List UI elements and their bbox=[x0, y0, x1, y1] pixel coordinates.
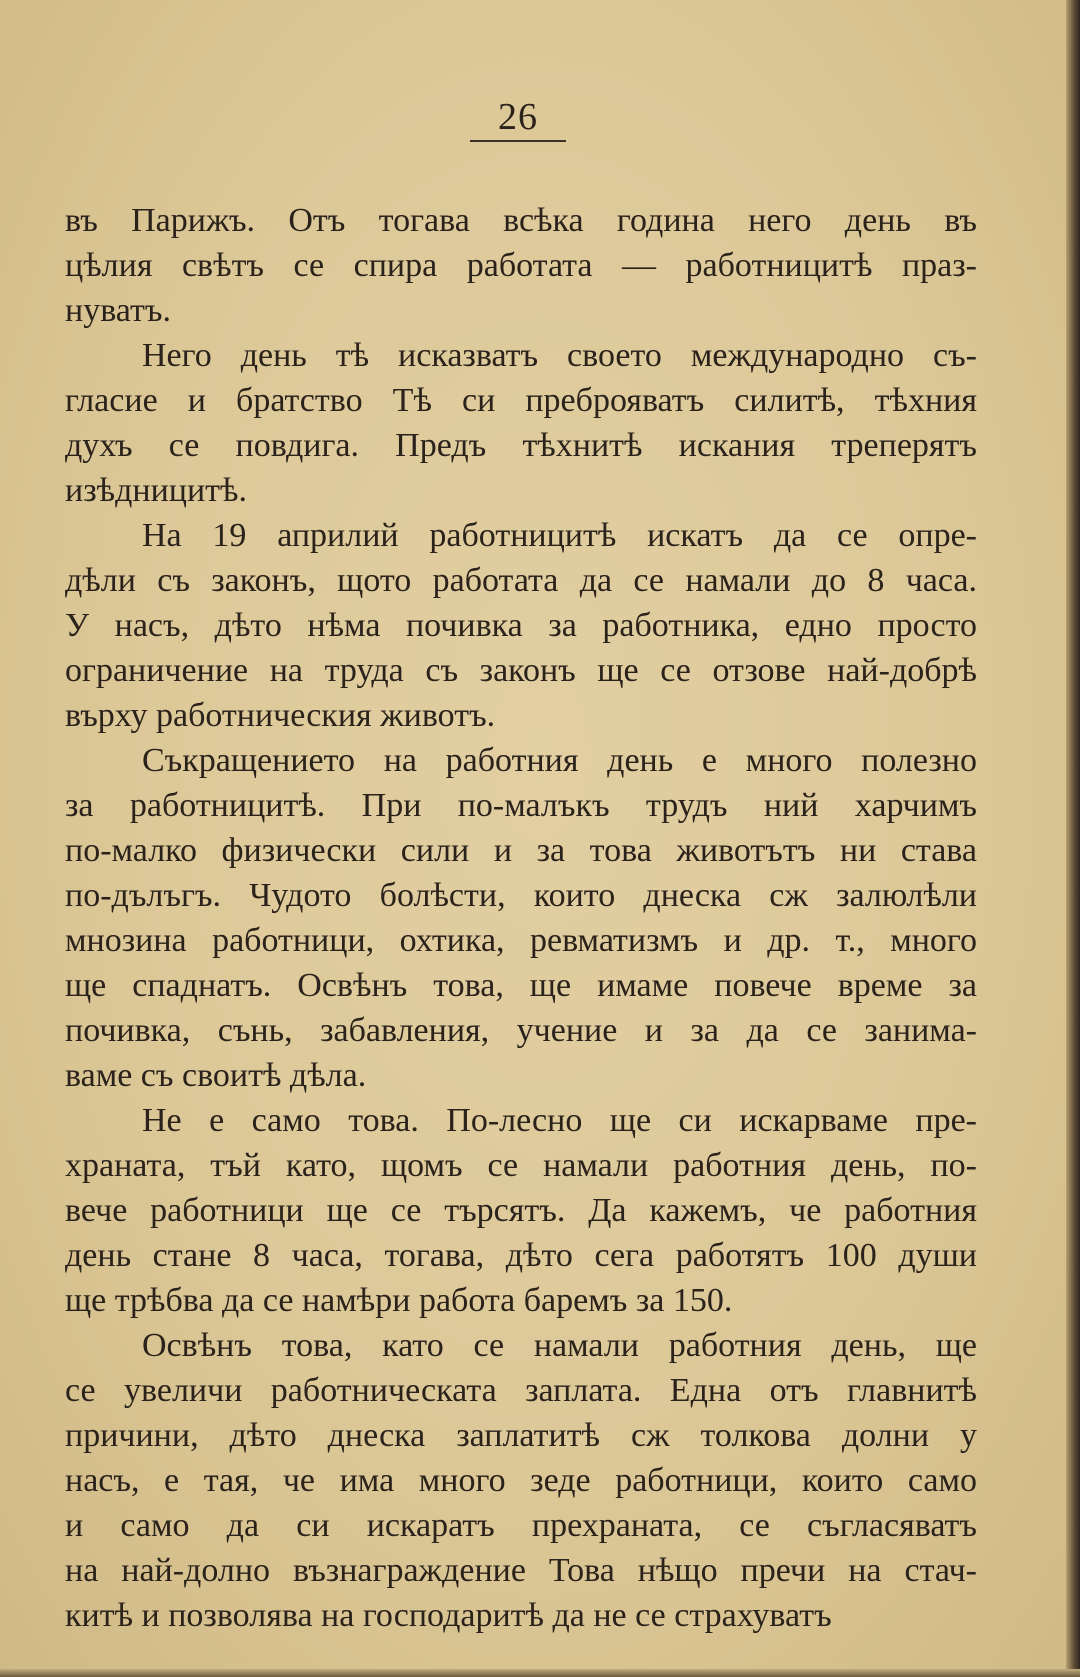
text-line: на най-долно възнаграждение Това нѣщо пречи на стач- bbox=[65, 1552, 977, 1589]
text-line: ограничение на труда съ законъ ще се отзове най-добрѣ bbox=[65, 652, 977, 689]
text-line: причини, дѣто днеска заплатитѣ сж толкова долни у bbox=[65, 1417, 977, 1454]
text-line: храната, тъй като, щомъ се намали работния день, по- bbox=[65, 1147, 977, 1184]
text-line: На 19 априлий работницитѣ искатъ да се опре- bbox=[142, 517, 977, 554]
text-line: цѣлия свѣтъ се спира работата — работницитѣ праз- bbox=[65, 247, 977, 284]
text-line: се увеличи работническата заплата. Една отъ главнитѣ bbox=[65, 1372, 977, 1409]
text-line: ваме съ своитѣ дѣла. bbox=[65, 1057, 367, 1094]
text-line: ще трѣбва да се намѣри работа баремъ за 150. bbox=[65, 1282, 733, 1319]
text-line: почивка, сънь, забавления, учение и за да се занима- bbox=[65, 1012, 977, 1049]
text-line: за работницитѣ. При по-малъкъ трудъ ний харчимъ bbox=[65, 787, 977, 824]
page-header bbox=[470, 96, 566, 142]
paragraph bbox=[65, 333, 977, 513]
page-number: 26 bbox=[498, 96, 538, 138]
body-text bbox=[65, 198, 977, 1638]
text-line: Съкращението на работния день е много полезно bbox=[142, 742, 977, 779]
text-line: гласие и братство Тѣ си преброяватъ силитѣ, тѣхния bbox=[65, 382, 977, 419]
text-line: духъ се повдига. Предъ тѣхнитѣ искания треперятъ bbox=[65, 427, 977, 464]
text-line: и само да си искаратъ прехраната, се съгласяватъ bbox=[65, 1507, 977, 1544]
paragraph bbox=[65, 198, 977, 333]
text-line: изѣдницитѣ. bbox=[65, 472, 247, 509]
text-line: Освѣнъ това, като се намали работния день, ще bbox=[142, 1327, 977, 1364]
text-line: дѣли съ законъ, щото работата да се намали до 8 часа. bbox=[65, 562, 977, 599]
text-line: мнозина работници, охтика, ревматизмъ и др. т., много bbox=[65, 922, 977, 959]
text-line: день стане 8 часа, тогава, дѣто сега работятъ 100 души bbox=[65, 1237, 977, 1274]
paragraph bbox=[65, 1323, 977, 1638]
text-line: въ Парижъ. Отъ тогава всѣка година него день въ bbox=[65, 202, 977, 239]
page-number-rule bbox=[470, 140, 566, 142]
text-line: китѣ и позволява на господаритѣ да не се страхуватъ bbox=[65, 1597, 832, 1634]
text-line: насъ, е тая, че има много зеде работници, които само bbox=[65, 1462, 977, 1499]
page-edge-shadow bbox=[1066, 0, 1080, 1677]
text-line: У насъ, дѣто нѣма почивка за работника, едно просто bbox=[65, 607, 977, 644]
paragraph bbox=[65, 513, 977, 738]
text-line: Не е само това. По-лесно ще си искарваме пре- bbox=[142, 1102, 977, 1139]
text-line: нуватъ. bbox=[65, 292, 171, 329]
text-line: по-малко физически сили и за това животътъ ни става bbox=[65, 832, 977, 869]
page-bottom-edge bbox=[0, 1669, 1080, 1677]
text-line: Него день тѣ исказватъ своето международно съ- bbox=[142, 337, 977, 374]
paragraph bbox=[65, 738, 977, 1098]
text-line: върху работническия животъ. bbox=[65, 697, 496, 734]
paragraph bbox=[65, 1098, 977, 1323]
text-line: вече работници ще се търсятъ. Да кажемъ, че работния bbox=[65, 1192, 977, 1229]
text-line: ще спаднатъ. Освѣнъ това, ще имаме повече време за bbox=[65, 967, 977, 1004]
text-line: по-дълъгъ. Чудото болѣсти, които днеска сж залюлѣли bbox=[65, 877, 977, 914]
